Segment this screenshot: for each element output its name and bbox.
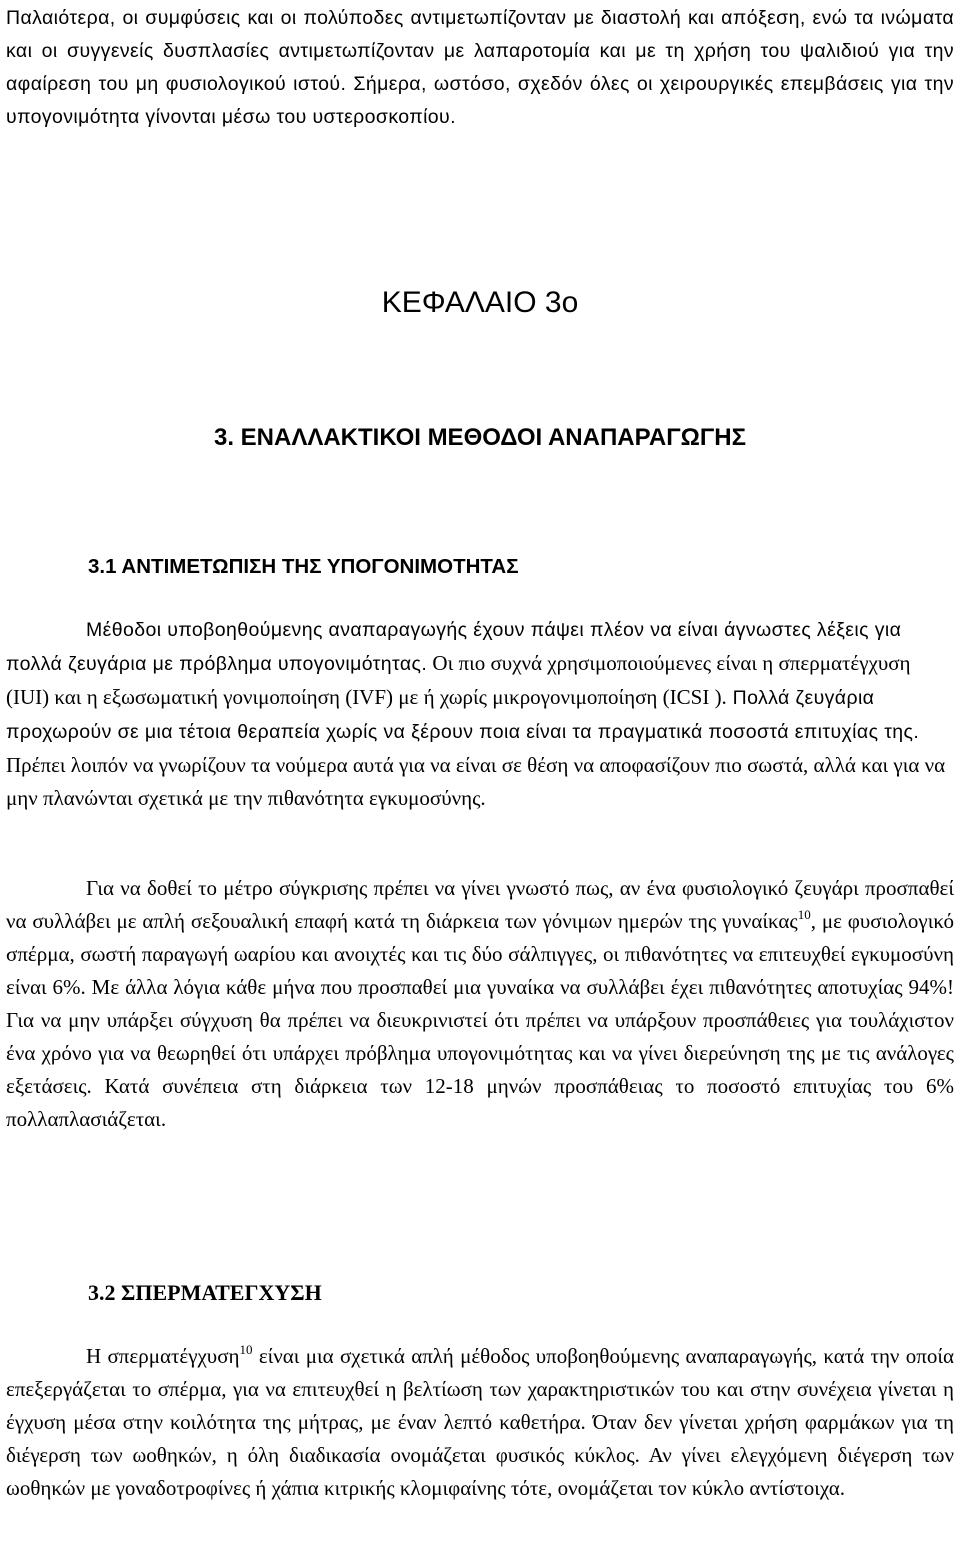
- section-3-1-paragraph-1-start: Μέθοδοι υποβοηθούμενης αναπαραγωγής έχουν πάψει πλέον να είναι άγνωστες λέξεις για πολλά ζευγάρια με πρόβλημα υπογονιμότητας.: [6, 619, 902, 675]
- section-3-2-paragraph-a: Η σπερματέγχυση: [86, 1344, 240, 1368]
- footnote-ref: 10: [797, 907, 811, 922]
- chapter-title: 3. ΕΝΑΛΛΑΚΤΙΚΟΙ ΜΕΘΟΔΟΙ ΑΝΑΠΑΡΑΓΩΓΗΣ: [213, 424, 747, 451]
- intro-paragraph: Παλαιότερα, οι συμφύσεις και οι πολύποδες αντιμετωπίζονταν με διαστολή και απόξεση, ενώ τα ινώματα και οι συγγενείς δυσπλασίες αντιμετωπίζονταν με λαπαροτομία και με τη χρήση του ψαλιδιού για την αφαίρεση του μη φυσιολογικού ιστού. Σήμερα, ωστόσο, σχεδόν όλες οι χειρουργικές επεμβάσεις για την υπογονιμότητα γίνονται μέσω του υστεροσκοπίου.: [6, 7, 954, 128]
- section-3-2-heading: 3.2 ΣΠΕΡΜΑΤΕΓΧΥΣΗ: [88, 1280, 322, 1305]
- section-3-1-paragraph-2-a: Για να δοθεί το μέτρο σύγκρισης πρέπει να γίνει γνωστό πως, αν ένα φυσιολογικό ζευγάρι προσπαθεί να συλλάβει με απλή σεξουαλική επαφή κατά τη διάρκεια των γόνιμων ημερών της γυναίκας: [6, 876, 954, 933]
- section-3-2-paragraph: [6, 1340, 954, 1505]
- section-3-1-paragraph-1: [6, 614, 954, 815]
- section-3-1-paragraph-2: [6, 872, 954, 1136]
- section-3-1-paragraph-1-end: Πρέπει λοιπόν να γνωρίζουν τα νούμερα αυτά για να είναι σε θέση να αποφασίζουν πιο σωστά, αλλά και για να μην πλανώνται σχετικά με την πιθανότητα εγκυμοσύνης.: [6, 753, 946, 810]
- section-3-2-paragraph-b: είναι μια σχετικά απλή μέθοδος υποβοηθούμενης αναπαραγωγής, κατά την οποία επεξεργάζεται το σπέρμα, για να επιτευχθεί η βελτίωση των χαρακτηριστικών του και στην συνέχεια γίνεται η έγχυση μέσα στην κοιλότητα της μήτρας, με έναν λεπτό καθετήρα. Όταν δεν γίνεται χρήση φαρμάκων για τη διέγερση των ωοθηκών, η όλη διαδικασία ονομάζεται φυσικός κύκλος. Αν γίνει ελεγχόμενη διέγερση των ωοθηκών με γοναδοτροφίνες ή χάπια κιτρικής κλομιφαίνης τότε, ονομάζεται τον κύκλο αντίστοιχα.: [6, 1344, 954, 1500]
- chapter-heading: ΚΕΦΑΛΑΙΟ 3ο: [381, 286, 579, 319]
- section-3-1-paragraph-1-rest: Οι πιο συχνά χρησιμοποιούμενες είναι η σπερματέγχυση (IUI) και η εξωσωματική γονιμοποίηση (IVF) με ή χωρίς μικρογονιμοποίηση (ICSI ).: [6, 651, 911, 709]
- footnote-ref: 10: [239, 1342, 253, 1357]
- section-3-1-heading: 3.1 ΑΝΤΙΜΕΤΩΠΙΣΗ ΤΗΣ ΥΠΟΓΟΝΙΜΟΤΗΤΑΣ: [88, 555, 519, 578]
- section-3-1-paragraph-2-b: , με φυσιολογικό σπέρμα, σωστή παραγωγή ωαρίου και ανοιχτές και τις δύο σάλπιγγες, οι πιθανότητες να επιτευχθεί εγκυμοσύνη είναι 6%. Με άλλα λόγια κάθε μήνα που προσπαθεί μια γυναίκα να συλλάβει έχει πιθανότητες αποτυχίας 94%! Για να μην υπάρξει σύγχυση θα πρέπει να διευκρινιστεί ότι πρέπει να υπάρξουν προσπάθειες για τουλάχιστον ένα χρόνο για να θεωρηθεί ότι υπάρχει πρόβλημα υπογονιμότητας και να γίνει διερεύνηση της με τις ανάλογες εξετάσεις. Κατά συνέπεια στη διάρκεια των 12-18 μηνών προσπάθειας το ποσοστό επιτυχίας του 6% πολλαπλασιάζεται.: [6, 909, 954, 1131]
- section-3-1-paragraph-1-sans-2: Πολλά ζευγάρια προχωρούν σε μια τέτοια θεραπεία χωρίς να ξέρουν ποια είναι τα πραγματικά ποσοστά επιτυχίας της.: [6, 687, 920, 743]
